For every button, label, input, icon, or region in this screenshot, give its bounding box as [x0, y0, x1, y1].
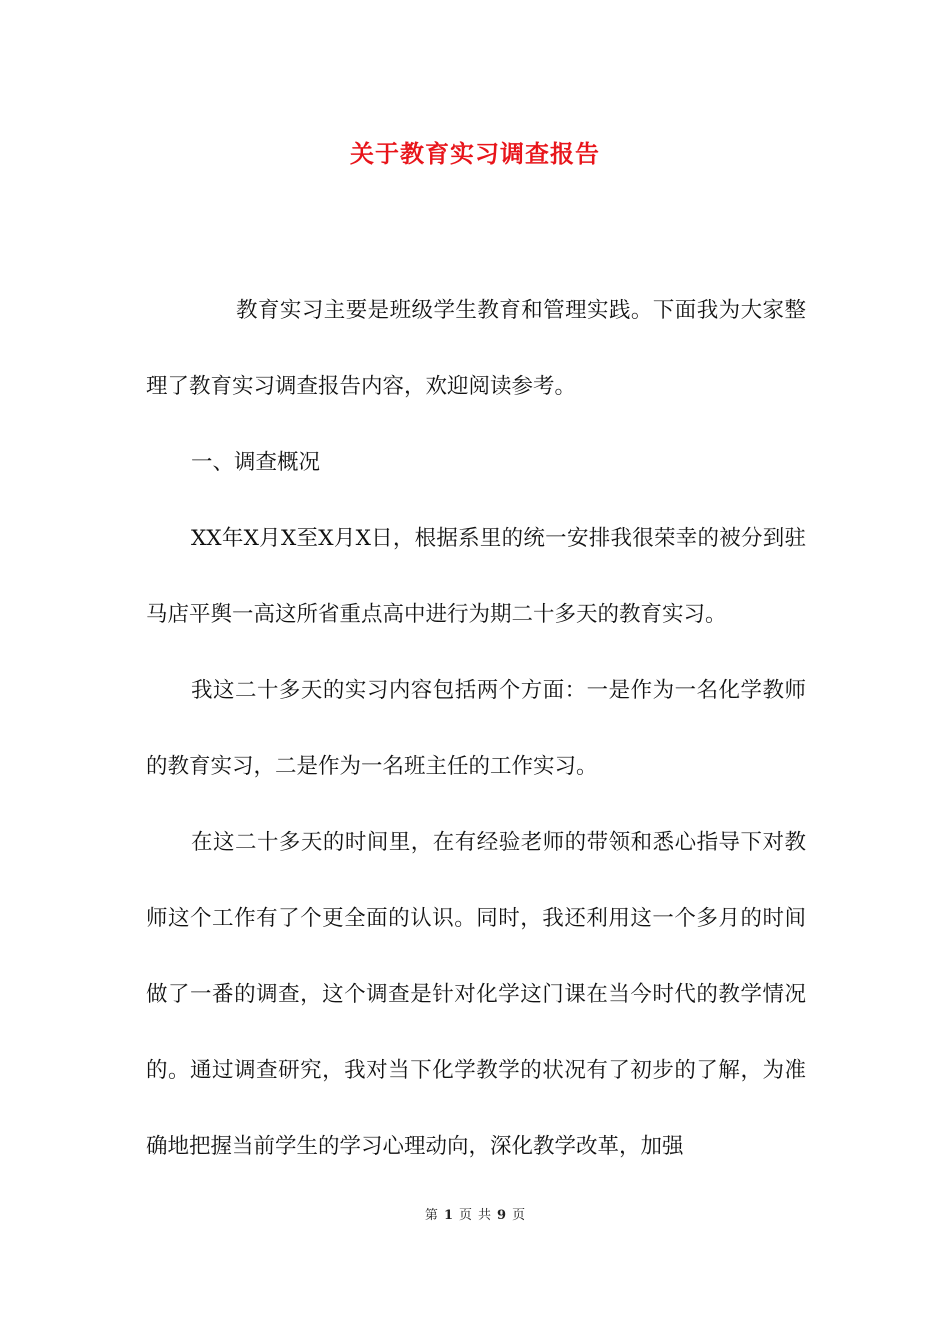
- section-heading-survey-overview: 一、调查概况: [191, 450, 321, 475]
- footer-suffix: 页: [512, 1208, 526, 1223]
- footer-page-word: 页: [458, 1208, 472, 1223]
- intro-paragraph: 教育实习主要是班级学生教育和管理实践。下面我为大家整理了教育实习调查报告内容，欢迎阅读参考。: [146, 298, 806, 399]
- footer-prefix: 第: [424, 1208, 438, 1223]
- total-pages-number: 9: [497, 1208, 507, 1223]
- current-page-number: 1: [443, 1208, 453, 1223]
- body-paragraph: 我这二十多天的实习内容包括两个方面：一是作为一名化学教师的教育实习，二是作为一名班主任的工作实习。: [146, 678, 806, 779]
- footer-total-prefix: 共: [478, 1208, 492, 1223]
- body-paragraph: 在这二十多天的时间里，在有经验老师的带领和悉心指导下对教师这个工作有了个更全面的认识。同时，我还利用这一个多月的时间做了一番的调查，这个调查是针对化学这门课在当今时代的教学情况的。通过调查研究，我对当下化学教学的状况有了初步的了解，为准确地把握当前学生的学习心理动向，深化教学改革，加强: [146, 830, 806, 1159]
- page-footer: [0, 1206, 950, 1226]
- document-body: [146, 273, 806, 1185]
- document-title: 关于教育实习调查报告: [350, 139, 600, 168]
- body-paragraph: XX年X月X至X月X日，根据系里的统一安排我很荣幸的被分到驻马店平舆一高这所省重点高中进行为期二十多天的教育实习。: [146, 526, 806, 627]
